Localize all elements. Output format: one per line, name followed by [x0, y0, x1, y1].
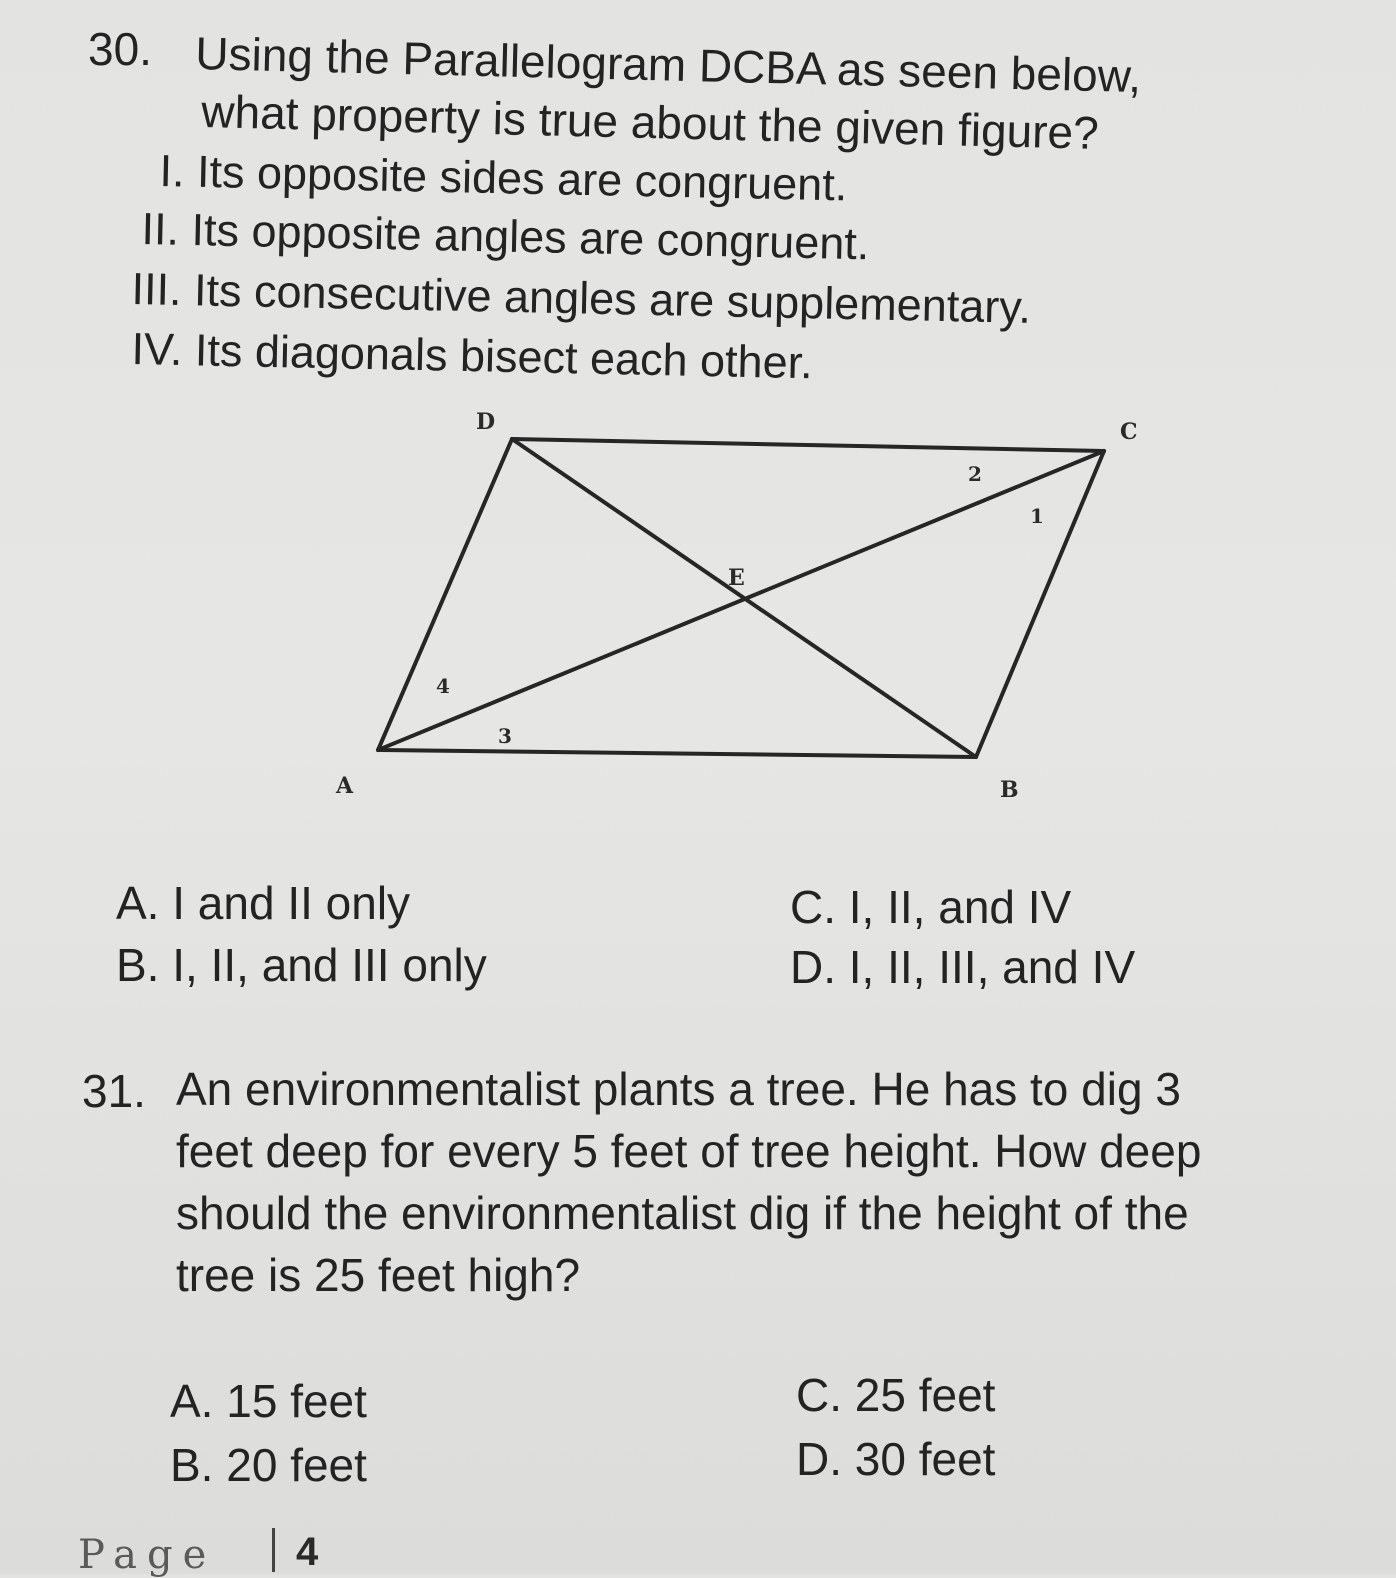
- q30-choice-b: B. I, II, and III only: [116, 939, 487, 991]
- side-dc: [512, 439, 1104, 451]
- angle-label-1: 1: [1030, 504, 1044, 528]
- q30-statement-3: III. Its consecutive angles are supplementary.: [130, 263, 1032, 333]
- q31-question-line2: feet deep for every 5 feet of tree height. How deep: [176, 1125, 1202, 1177]
- q31-question-line4: tree is 25 feet high?: [176, 1249, 581, 1301]
- page-footer-label: Page: [78, 1532, 217, 1578]
- q31-choice-c: C. 25 feet: [796, 1369, 996, 1421]
- angle-label-4: 4: [436, 674, 450, 698]
- q31-choice-d: D. 30 feet: [796, 1433, 996, 1485]
- angle-label-3: 3: [498, 724, 512, 748]
- parallelogram-figure: [300, 395, 1140, 815]
- page-number: 4: [296, 1530, 319, 1574]
- q31-choice-b: B. 20 feet: [170, 1439, 367, 1491]
- vertex-label-c: C: [1120, 419, 1138, 445]
- intersection-label-e: E: [728, 565, 745, 591]
- vertex-label-a: A: [336, 773, 354, 799]
- side-ba: [378, 750, 976, 757]
- q30-choice-c: C. I, II, and IV: [790, 881, 1072, 933]
- angle-label-2: 2: [968, 462, 982, 486]
- q30-question-line1: Using the Parallelogram DCBA as seen below,: [194, 27, 1142, 103]
- q30-question-line2: what property is true about the given figure?: [200, 85, 1100, 159]
- q30-number: 30.: [88, 23, 152, 75]
- q31-question-line3: should the environmentalist dig if the height of the: [176, 1187, 1189, 1239]
- vertex-label-b: B: [1000, 777, 1019, 803]
- q30-choice-a: A. I and II only: [116, 877, 411, 929]
- q31-question-line1: An environmentalist plants a tree. He has to dig 3: [176, 1063, 1181, 1115]
- q31-number: 31.: [82, 1065, 146, 1117]
- vertex-label-d: D: [476, 409, 496, 435]
- page-footer-divider: [272, 1528, 275, 1572]
- q30-statement-1: I. Its opposite sides are congruent.: [158, 145, 848, 211]
- q31-choice-a: A. 15 feet: [170, 1375, 367, 1427]
- q30-choice-d: D. I, II, III, and IV: [790, 941, 1136, 993]
- q30-statement-4: IV. Its diagonals bisect each other.: [130, 323, 814, 389]
- q30-statement-2: II. Its opposite angles are congruent.: [140, 203, 870, 270]
